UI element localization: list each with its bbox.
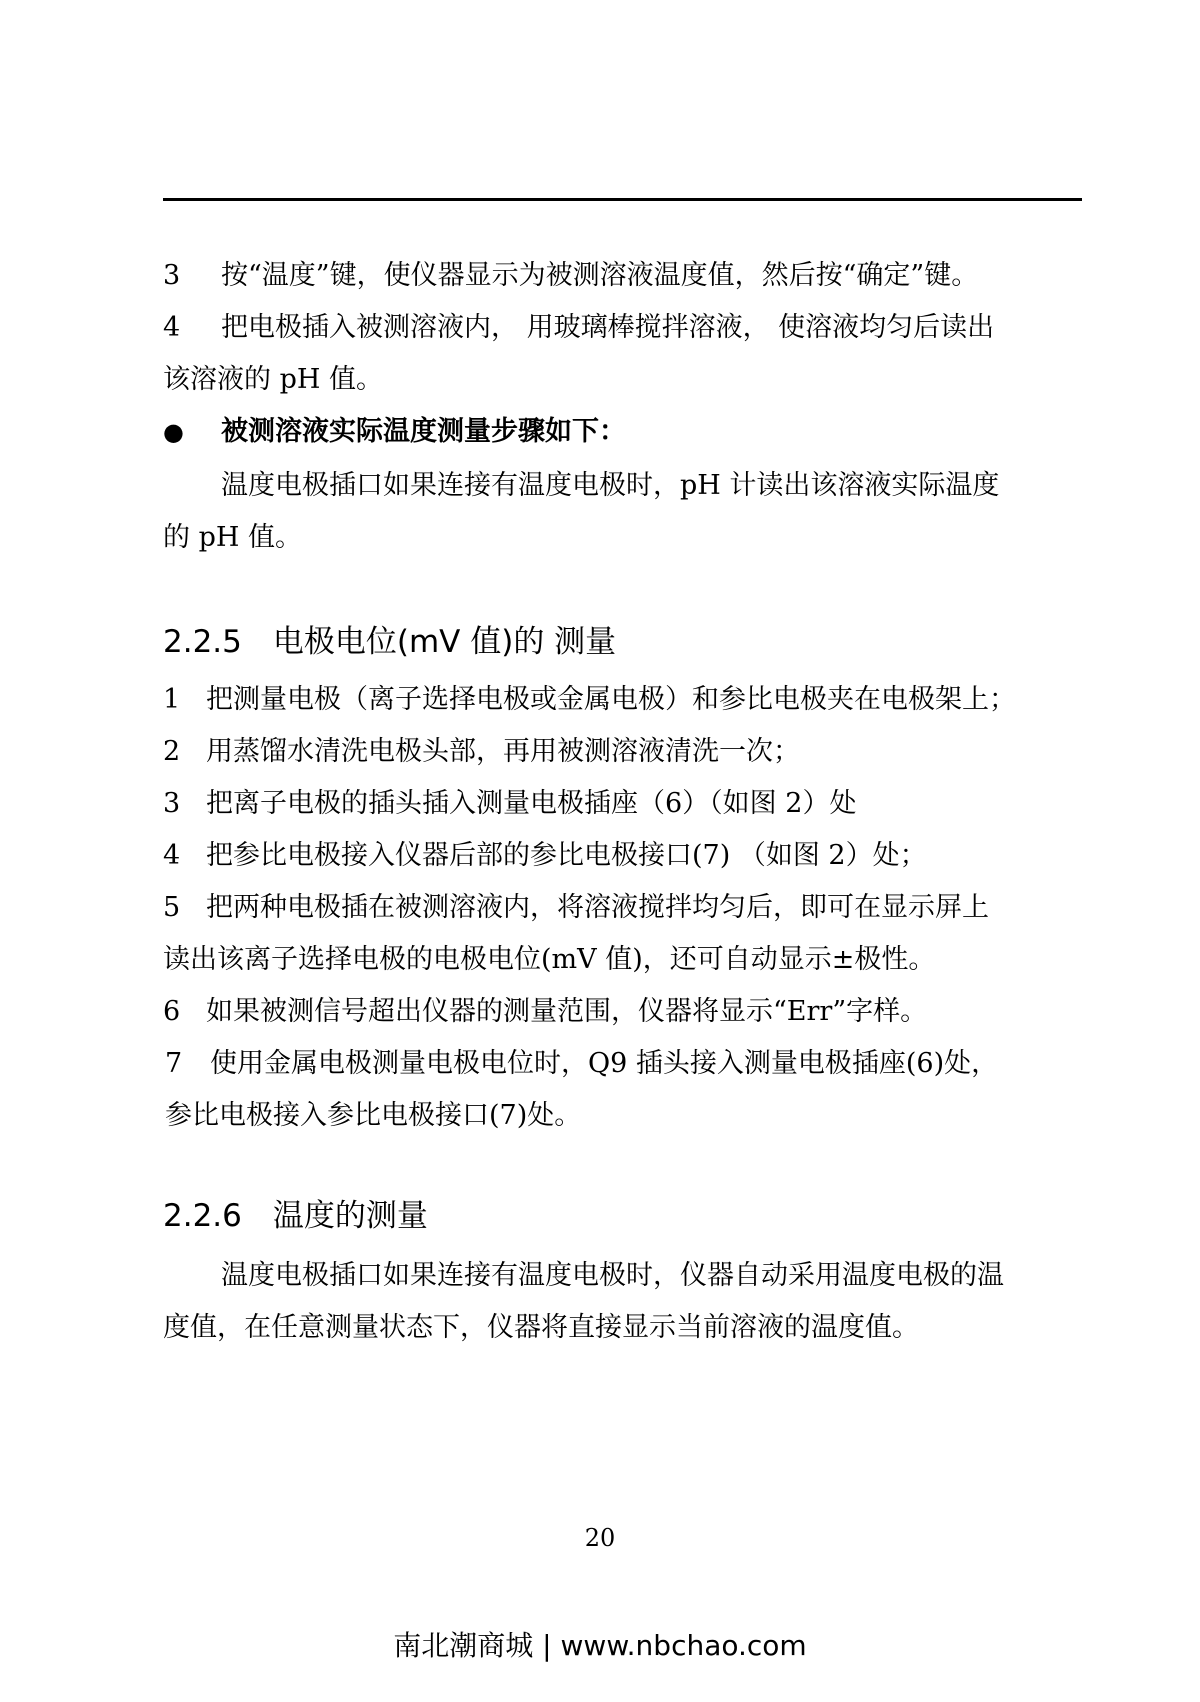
bullet-heading: 被测溶液实际温度测量步骤如下： — [221, 416, 626, 447]
footer-watermark: 南北潮商城 | www.nbchao.com — [393, 1629, 807, 1662]
sec225-item-5-continuation: 读出该离子选择电极的电极电位(mV 值)，还可自动显示±极性。 — [163, 944, 936, 975]
bullet-heading-line — [163, 414, 626, 450]
sec225-item-5 — [163, 890, 989, 926]
item-number: 6 — [163, 996, 181, 1027]
sec225-item-7 — [165, 1046, 998, 1082]
item-number: 5 — [163, 892, 181, 923]
sec225-item-6 — [163, 994, 927, 1030]
item-text: 使用金属电极测量电极电位时，Q9 插头接入测量电极插座(6)处， — [210, 1048, 999, 1079]
item-number: 4 — [163, 840, 181, 871]
sec226-paragraph: 温度电极插口如果连接有温度电极时，仪器自动采用温度电极的温 — [221, 1260, 1004, 1291]
sec225-item-7-continuation: 参比电极接入参比电极接口(7)处。 — [165, 1100, 582, 1131]
item-number: 7 — [165, 1048, 183, 1079]
bullet-paragraph: 温度电极插口如果连接有温度电极时，pH 计读出该溶液实际温度 — [221, 470, 1000, 501]
section-2-2-6-heading: 2.2.6 温度的测量 — [163, 1198, 428, 1234]
step-4-continuation: 该溶液的 pH 值。 — [163, 364, 383, 395]
step-3-line — [163, 258, 978, 294]
sec226-paragraph-continuation: 度值，在任意测量状态下，仪器将直接显示当前溶液的温度值。 — [163, 1312, 919, 1343]
item-number: 3 — [163, 788, 181, 819]
item-text: 把参比电极接入仪器后部的参比电极接口(7) （如图 2）处； — [206, 840, 927, 871]
item-text: 用蒸馏水清洗电极头部，再用被测溶液清洗一次； — [206, 736, 800, 767]
sec225-item-4 — [163, 838, 927, 874]
step-number: 3 — [163, 260, 181, 291]
sec225-item-1 — [163, 682, 1016, 718]
item-text: 把两种电极插在被测溶液内，将溶液搅拌均匀后，即可在显示屏上 — [206, 892, 989, 923]
bullet-dot-icon: ● — [163, 417, 184, 446]
bullet-paragraph-continuation: 的 pH 值。 — [163, 522, 302, 553]
sec225-item-2 — [163, 734, 800, 770]
step-text: 按“温度”键，使仪器显示为被测溶液温度值，然后按“确定”键。 — [221, 260, 979, 291]
header-rule — [163, 198, 1082, 201]
section-2-2-5-heading: 2.2.5 电极电位(mV 值)的 测量 — [163, 624, 617, 660]
item-text: 把测量电极（离子选择电极或金属电极）和参比电极夹在电极架上； — [206, 684, 1016, 715]
page-number: 20 — [584, 1524, 616, 1552]
item-text: 把离子电极的插头插入测量电极插座（6）（如图 2）处 — [206, 788, 857, 819]
item-number: 2 — [163, 736, 181, 767]
sec225-item-3 — [163, 786, 856, 822]
step-number: 4 — [163, 312, 181, 343]
step-text: 把电极插入被测溶液内， 用玻璃棒搅拌溶液， 使溶液均匀后读出 — [221, 312, 995, 343]
item-text: 如果被测信号超出仪器的测量范围，仪器将显示“Err”字样。 — [206, 996, 928, 1027]
item-number: 1 — [163, 684, 181, 715]
step-4-line — [163, 310, 994, 346]
